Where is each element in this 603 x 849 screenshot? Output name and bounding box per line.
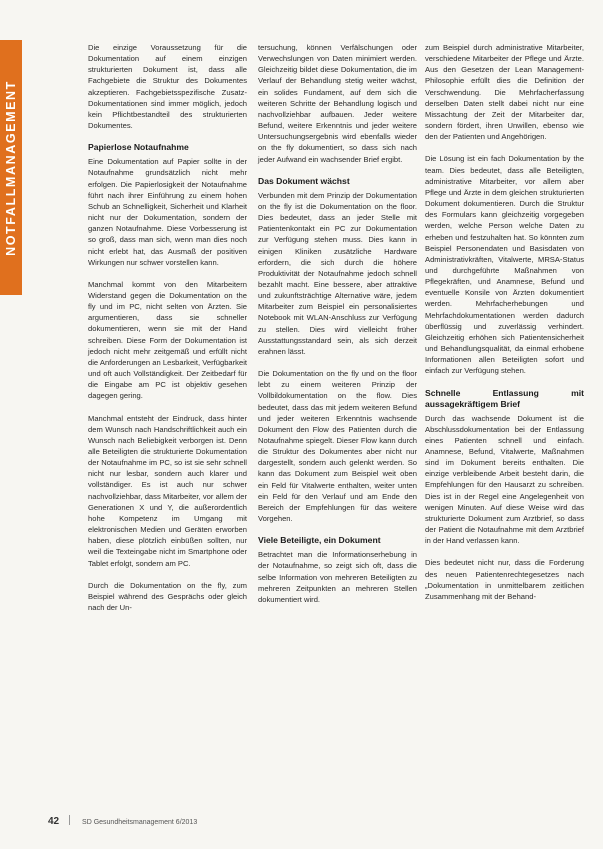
section-heading: Das Dokument wächst [258,175,350,186]
paragraph: Die einzige Voraussetzung für die Dokumentation auf einem einzigen strukturierten Dokument ist, dass alle Fachgebiete die Struktur des Dokumentes akzeptieren. Fachgebietsspezifische Zusatz-Dokumentationen sind immer möglich, jedoch kein Pflichtbestandteil des strukturierten Dokumentes. [88,43,247,131]
column-2 [258,42,417,616]
paragraph: tersuchung, können Verfälschungen oder Verwechslungen von Daten minimiert werden. Gleichzeitig bildet diese Dokumentation, die im Verlauf der Behandlung stetig weiter wächst, ein solides Fundament, auf dem sich die weiteren Schritte der Behandlung logisch und nachvollziehbar aufbauen. Jeder weitere Befund, weitere Erkenntnis und jeder weitere Untersuchungsergebnis wird ebenfalls wieder on the fly dokumentiert, so dass sich nach jeder Aufwand ein wachsender Brief ergibt. [258,43,417,164]
paragraph: Die Lösung ist ein fach Dokumentation by the team. Dies bedeutet, dass alle Beteiligten, administrative Mitarbeiter, vor allem aber Pflege und Ärzte in dem gleichen strukturierten Dokument dokumentieren. Durch die Struktur des Formulars kann gleichzeitig vorgegeben werden, welche Person welche Daten zu erheben und festzuhalten hat. So könnten zum Beispiel Personendaten und Basisdaten von Administrativkräften, Vitalwerte, MRSA-Status und durchgeführte Maßnahmen von Pflegekräften, und Anamnese, Befund und eventuelle Konsile von Ärzten dokumentiert werden. Mehrfacherhebungen und Mehrfachdokumentationen werden dadurch überflüssig und zuverlässig verhindert. Gleichzeitig erhöhen sich Patientensicherheit und Behandlungsqualität, da einmal erhobene Informationen allen Beteiligten sofort und einfach zur Verfügung stehen. [425,154,584,376]
section-heading: Schnelle Entlassung mit aussagekräftigem Brief [425,387,584,409]
paragraph: Dies bedeutet nicht nur, dass die Forderung des neuen Patientenrechtegesetzes nach „Dokumentation in unmittelbarem zeitlichen Zusammenhang mit der Behand- [425,558,584,601]
page-footer [48,815,543,827]
paragraph: Manchmal entsteht der Eindruck, dass hinter dem Wunsch nach Handschriftlichkeit auch ein Wunsch nach Beliebigkeit verborgen ist. Denn alle Beteiligten die strukturierte Dokumentation der Notaufnahme im PC, so ist sie sehr schnell nicht nur lesbar, sondern auch klarer und vollständiger. Es ist auch nur schwer nachvollziehbar, dass Mitarbeiter, vor allem der Generationen X und Y, die außerordentlich hohe Kompetenz im Umgang mit elektronischen Medien und Geräten erworben haben, diese plötzlich einbüßen sollten, nur weil die Texteingabe nicht im Smartphone oder Tablet erfolgt, sondern am PC. [88,413,247,568]
footer-divider [69,815,70,825]
section-heading: Papierlose Notaufnahme [88,142,189,153]
paragraph: Durch das wachsende Dokument ist die Abschlussdokumentation bei der Entlassung eines Patienten schnell und einfach. Anamnese, Befund, Vitalwerte, Maßnahmen sind im Dokument bereits enthalten. Die einzige verbleibende Arbeit besteht darin, die Empfehlungen für den Hausarzt zu schreiben. Dies ist in der Regel eine Angelegenheit von wenigen Minuten. Auf diese Weise wird das strukturierte Dokument zum Arztbrief, so dass der Patient die Notaufnahme mit dem Arztbrief in der Hand verlassen kann. [425,413,584,546]
section-tab-label: NOTFALLMANAGEMENT [4,79,18,256]
paragraph: Eine Dokumentation auf Papier sollte in der Notaufnahme grundsätzlich nicht mehr erfolgen. Die Papierlosigkeit der Notaufnahme führt nach ihrer Einführung zu einem hohen Schub an Schnelligkeit, Sicherheit und Klarheit nicht nur der Dokumentation, sondern der ganzen Notaufnahme. Diese Vorbesserung ist so groß, dass man sich, wenn man dies noch nicht erlebt hat, das Ausmaß der positiven Wirkungen nur schwer vorstellen kann. [88,157,247,267]
section-heading: Viele Beteiligte, ein Dokument [258,535,381,546]
paragraph: Die Dokumentation on the fly und on the floor lebt zu einem weiteren Prinzip der Vollbildokumentation on the flow. Dies bedeutet, dass das mit jedem weiteren Befund und jeder weiteren Erkenntnis wachsende Dokument den Flow des Patienten durch die Notaufnahme spiegelt. Dieser Flow kann durch die Struktur des Dokumentes aber nicht nur dargestellt, sondern auch gelenkt werden. So kann das Dokument zum Beispiel weit oben ein Feld für Vitalwerte enthalten, weiter unten ein Feld für den Verlauf und am Ende den Bereich der Empfehlungen für das weitere Vorgehen. [258,369,417,524]
paragraph: zum Beispiel durch administrative Mitarbeiter, verschiedene Mitarbeiter der Pflege und Ärzte. Aus den Gesetzen der Lean Management-Philosophie erfüllt dies die Definition der Verschwendung. Die Mehrfacherfassung derselben Daten stellt dabei nicht nur eine Missachtung der Zeit der Mitarbeiter dar, sondern fördert, ihren Unwillen, ebenso wie den der Patienten und Angehörigen. [425,43,584,142]
paragraph: Durch die Dokumentation on the fly, zum Beispiel während des Gesprächs oder gleich nach der Un- [88,580,247,613]
paragraph: Verbunden mit dem Prinzip der Dokumentation on the fly ist die Dokumentation on the floor. Dies bedeutet, dass an jeder Stelle mit Patientenkontakt ein PC zur Dokumentation zur Verfügung stehen muss. Dies kann in einigen Kliniken zusätzliche Hardware erfordern, die sich durch die höhere Produktivität der Notaufnahme jedoch schnell bezahlt macht. Eine bessere, aber attraktive und zukunftsträchtige Alternative wäre, jedem Mitarbeiter zum Beispiel ein personalisiertes Notebook mit WLAN-Anschluss zur Verfügung zu stellen. Dies wird vielleicht früher Ausstattungsstandard sein, als sich derzeit erahnen lässt. [258,190,417,356]
column-1 [88,42,247,624]
paragraph: Manchmal kommt von den Mitarbeitern Widerstand gegen die Dokumentation on the fly und im PC, nicht selten von Ärzten. Sie argumentieren, dass sie schneller dokumentieren, wenn sie mit der Hand schreiben. Diese Form der Dokumentation ist jedoch nicht mehr zeitgemäß und erfüllt nicht die Anforderungen an Lesbarkeit, Verfügbarkeit und oft auch Vollständigkeit. Der Zeitbedarf für die Eingabe am PC ist objektiv gesehen dagegen gering. [88,279,247,401]
column-3 [425,42,584,613]
section-tab [0,40,22,295]
publication-source: SD Gesundheitsmanagement 6/2013 [82,819,198,826]
paragraph: Betrachtet man die Informationserhebung in der Notaufnahme, so zeigt sich oft, dass die selbe Information von mehreren Beteiligten zu mehreren Zeitpunkten an mehreren Stellen dokumentiert wird. [258,550,417,604]
page-number: 42 [48,816,60,827]
